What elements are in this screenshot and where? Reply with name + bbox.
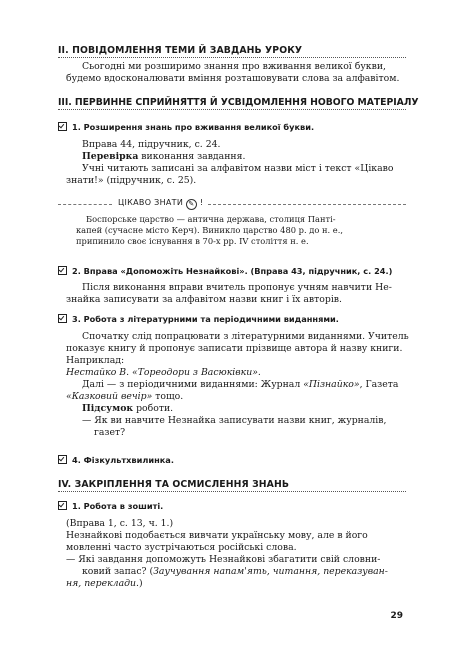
italic-answer: Заучування напам'ять, читання, переказуван- [153, 566, 388, 577]
task-title: 3. Робота з літературними та періодичними виданнями. [72, 314, 339, 324]
checkbox-checked-icon [58, 455, 67, 464]
paragraph-line [82, 566, 388, 578]
task-title: 2. Вправа «Допоможіть Незнайкові». (Вправа 43, підручник, с. 24.) [72, 266, 393, 276]
did-you-know-label [118, 198, 203, 210]
task-title: 1. Розширення знань про вживання великої букви. [72, 122, 315, 132]
section-rule [58, 57, 406, 58]
italic-title: «Пізнайко» [303, 379, 360, 390]
paragraph-line: будемо вдосконалювати вміння розташовувати слова за алфавітом. [66, 73, 400, 84]
paragraph-line [82, 379, 398, 391]
checkbox-checked-icon [58, 122, 67, 131]
checkbox-checked-icon [58, 314, 67, 323]
section-heading-2: II. ПОВІДОМЛЕННЯ ТЕМИ Й ЗАВДАНЬ УРОКУ [58, 45, 303, 56]
task-heading-5 [58, 501, 406, 511]
label-text: ЦІКАВО ЗНАТИ [118, 198, 184, 207]
paragraph-line: Незнайкові подобається вивчати українську мову, але в його [66, 530, 368, 541]
paragraph-line [66, 391, 183, 403]
section-heading-3: III. ПЕРВИННЕ СПРИЙНЯТТЯ Й УСВІДОМЛЕННЯ НОВОГО МАТЕРІАЛУ [58, 97, 419, 108]
pencil-icon: ✎ [186, 199, 197, 210]
paragraph-line [82, 403, 173, 415]
section-rule [58, 109, 406, 110]
paragraph-line: мовленні часто зустрічаються російські слова. [66, 542, 297, 553]
text-span: роботи. [133, 403, 174, 414]
paragraph-line [82, 151, 245, 163]
text-span: , Газета [359, 379, 399, 390]
dashed-divider [208, 204, 406, 205]
paragraph-line: знайка записувати за алфавітом назви книг і їх авторів. [66, 294, 342, 305]
paragraph-line: Наприклад: [66, 355, 125, 366]
italic-answer: ня, переклади. [66, 578, 139, 589]
paragraph-line: — Як ви навчите Незнайка записувати назви книг, журналів, [82, 415, 387, 426]
did-you-know-banner [58, 198, 406, 210]
task-heading-3 [58, 314, 406, 324]
section-rule [58, 491, 406, 492]
paragraph-line: показує книгу й пропонує записати прізвище автора й назву книги. [66, 343, 403, 354]
fact-line: Боспорське царство — антична держава, столиця Панті- [86, 214, 336, 224]
task-heading-1 [58, 122, 406, 132]
paragraph-line: газет? [94, 427, 126, 438]
bold-term: Підсумок [82, 403, 134, 414]
paragraph-line: Спочатку слід попрацювати з літературними виданнями. Учитель [82, 331, 409, 342]
paragraph-line: Учні читають записані за алфавітом назви міст і текст «Цікаво [82, 163, 394, 174]
paragraph-line: Вправа 44, підручник, с. 24. [82, 139, 221, 150]
italic-title: «Казковий вечір» [66, 391, 153, 402]
checkbox-checked-icon [58, 501, 67, 510]
text-span: Далі — з періодичними виданнями: Журнал [82, 379, 304, 390]
task-heading-4 [58, 455, 406, 465]
paragraph-line: знати!» (підручник, с. 25). [66, 175, 197, 186]
checkbox-checked-icon [58, 266, 67, 275]
fact-line: припинило своє існування в 70-х рр. IV століття н. е. [76, 236, 309, 246]
text-span: виконання завдання. [138, 151, 246, 162]
paragraph-line: (Вправа 1, с. 13, ч. 1.) [66, 518, 174, 529]
dashed-divider [58, 204, 112, 205]
paragraph-line: Сьогодні ми розширимо знання про вживання великої букви, [82, 61, 386, 72]
paragraph-line: — Які завдання допоможуть Незнайкові збагатити свій словни- [66, 554, 381, 565]
task-title: 1. Робота в зошиті. [72, 501, 164, 511]
section-heading-4: IV. ЗАКРІПЛЕННЯ ТА ОСМИСЛЕННЯ ЗНАНЬ [58, 479, 290, 490]
task-heading-2 [58, 266, 406, 276]
paragraph-line [66, 578, 143, 590]
task-title: 4. Фізкультхвилинка. [72, 455, 174, 465]
text-span: ) [138, 578, 143, 589]
paragraph-line: Після виконання вправи вчитель пропонує учням навчити Не- [82, 282, 392, 293]
fact-line: капей (сучасне місто Керч). Виникло царство 480 р. до н. е., [76, 225, 343, 235]
text-span: ковий запас? ( [82, 566, 154, 577]
page-number: 29 [390, 611, 403, 621]
exclamation-mark: ! [199, 198, 204, 207]
text-span: тощо. [152, 391, 184, 402]
example-line: Нестайко В. «Тореодори з Васюківки». [66, 367, 261, 378]
bold-term: Перевірка [82, 151, 139, 162]
